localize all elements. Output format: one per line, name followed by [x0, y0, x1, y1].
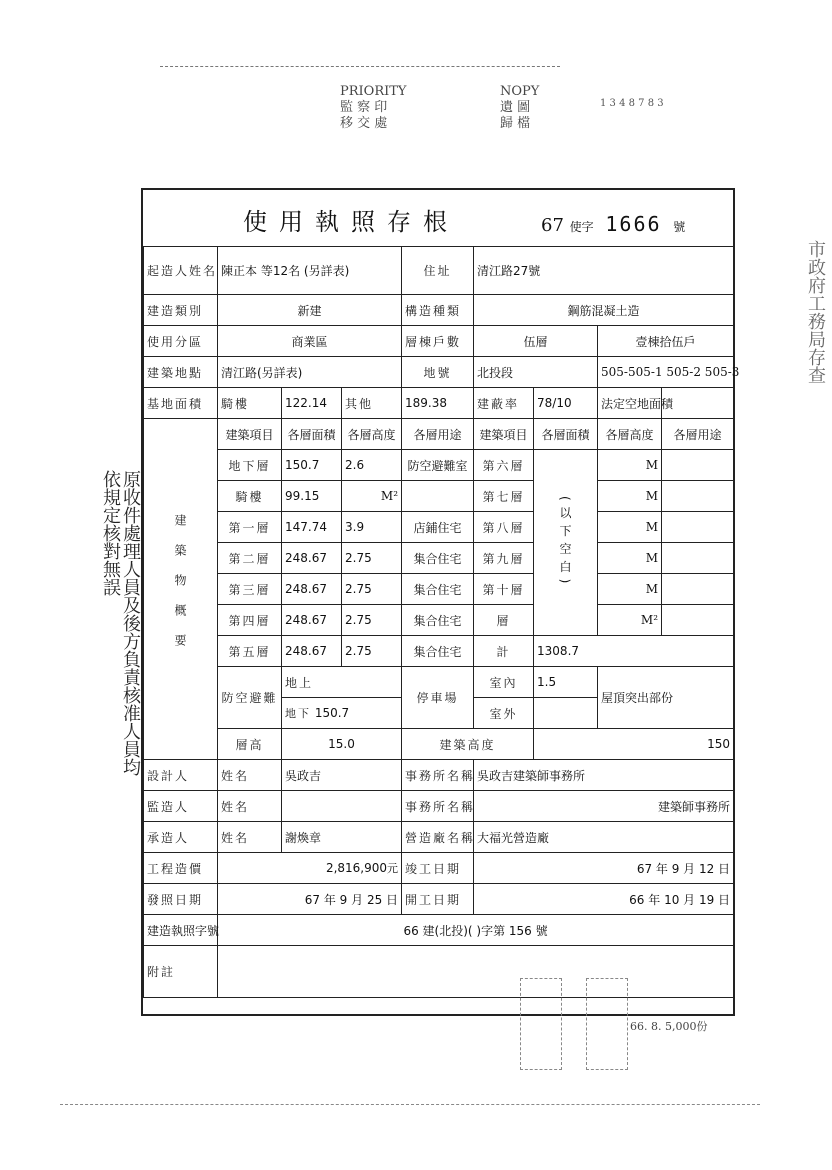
height-label: 層高 [218, 729, 282, 760]
address-label: 住址 [402, 247, 474, 295]
remark-label: 附註 [144, 946, 218, 998]
col-item-2: 建築項目 [474, 419, 534, 450]
empty-cell [662, 605, 734, 636]
floor-name: 第五層 [218, 636, 282, 667]
blank-stamp: (以下空白) [534, 450, 598, 636]
scan-smudge [520, 978, 562, 1070]
below-label: 地下 [285, 707, 311, 720]
supervisor-value [282, 791, 402, 822]
legal-open-label: 法定空地面積 [598, 388, 662, 419]
issue-label: 發照日期 [144, 884, 218, 915]
col-use-2: 各層用途 [662, 419, 734, 450]
unit-m2: M² [598, 605, 662, 636]
area-arcade-value: 122.14 [282, 388, 342, 419]
permit-prefix: 67 [541, 215, 564, 236]
supervisor-label: 監造人 [144, 791, 218, 822]
empty-cell [662, 481, 734, 512]
floor-row [144, 450, 734, 481]
stamp-middle: NOPY 遺 圖 歸 檔 [500, 84, 540, 131]
designer-label: 設計人 [144, 760, 218, 791]
col-height: 各層高度 [342, 419, 402, 450]
supervisor-name-label: 姓名 [218, 791, 282, 822]
floor-use: 店鋪住宅 [402, 512, 474, 543]
floor-name-2: 第十層 [474, 574, 534, 605]
permit-mid: 使字 [569, 220, 594, 234]
floor-name-2: 第八層 [474, 512, 534, 543]
area-arcade-label: 騎樓 [218, 388, 282, 419]
floor-row [144, 512, 734, 543]
empty-cell [662, 512, 734, 543]
scan-line-top [160, 66, 560, 67]
contractor-value: 謝煥章 [282, 822, 402, 853]
floor-row [144, 481, 734, 512]
shelter-label: 防空避難 [218, 667, 282, 729]
floor-name-2: 第七層 [474, 481, 534, 512]
cost-number: 2,816,900 [325, 861, 388, 875]
build-type-label: 建造類別 [144, 295, 218, 326]
floor-name: 第二層 [218, 543, 282, 574]
unit-m: M [598, 543, 662, 574]
floor-height: 2.75 [342, 574, 402, 605]
site-address-value: 清江路(另詳表) [218, 357, 402, 388]
unit-m: M [598, 481, 662, 512]
floor-use: 集合住宅 [402, 636, 474, 667]
floor-name-2: 第九層 [474, 543, 534, 574]
contractor-label: 承造人 [144, 822, 218, 853]
roof-note: 屋頂突出部份 [598, 667, 734, 729]
col-height-2: 各層高度 [598, 419, 662, 450]
area-other-label: 其他 [342, 388, 402, 419]
col-use: 各層用途 [402, 419, 474, 450]
height-value: 15.0 [282, 729, 402, 760]
unit-m: M [598, 574, 662, 605]
floor-row [144, 574, 734, 605]
vertical-note: 原收件處理人員及後方負責核准人員均依規定核對無誤 [100, 470, 141, 776]
print-footer: 66. 8. 5,000份 [630, 1020, 708, 1033]
structure-label: 構造種類 [402, 295, 474, 326]
floor-area: 150.7 [282, 450, 342, 481]
unit-m: M [598, 450, 662, 481]
lot-label: 地號 [402, 357, 474, 388]
col-item: 建築項目 [218, 419, 282, 450]
start-label: 開工日期 [402, 884, 474, 915]
floor-use: 集合住宅 [402, 543, 474, 574]
floor-height: 2.6 [342, 450, 402, 481]
floor-height: 2.75 [342, 605, 402, 636]
floor-area: 147.74 [282, 512, 342, 543]
floor-area: 99.15 [282, 481, 342, 512]
floor-name: 第三層 [218, 574, 282, 605]
floor-use: 集合住宅 [402, 605, 474, 636]
unit-m2: M² [342, 481, 402, 512]
floor-height: 3.9 [342, 512, 402, 543]
floor-height: 2.75 [342, 636, 402, 667]
owner-value: 陳正本 等12名 (另詳表) [218, 247, 402, 295]
outdoor-label: 室外 [474, 698, 534, 729]
bp-value: 66 建(北投)( )字第 156 號 [218, 915, 734, 946]
floor-use: 防空避難室 [402, 450, 474, 481]
title-row [143, 190, 733, 247]
floor-area: 248.67 [282, 574, 342, 605]
issue-value: 67 年 9 月 25 日 [218, 884, 402, 915]
designer-name-label: 姓名 [218, 760, 282, 791]
indoor-label: 室內 [474, 667, 534, 698]
form-title: 使用執照存根 [243, 208, 459, 236]
outdoor-value [534, 698, 598, 729]
area-other-value: 189.38 [402, 388, 474, 419]
floor-name: 地下層 [218, 450, 282, 481]
zone-value: 商業區 [218, 326, 402, 357]
floor-use: 集合住宅 [402, 574, 474, 605]
contractor-name-label: 姓名 [218, 822, 282, 853]
supervisor-office-label: 事務所名稱 [402, 791, 474, 822]
designer-office: 吳政吉建築師事務所 [474, 760, 734, 791]
empty-cell [662, 450, 734, 481]
firm-value: 大福光營造廠 [474, 822, 734, 853]
empty-cell [662, 574, 734, 605]
permit-stub-form [141, 188, 740, 1016]
side-text: 市政府工務局存查 [805, 240, 826, 384]
coverage-label: 建蔽率 [474, 388, 534, 419]
lot-note: 505-505-1 505-2 505-3 [598, 357, 734, 388]
floor-height: 2.75 [342, 543, 402, 574]
floor-name-2: 層 [474, 605, 534, 636]
area-label: 基地面積 [144, 388, 218, 419]
floor-area: 248.67 [282, 543, 342, 574]
parking-label: 停車場 [402, 667, 474, 729]
floor-row [144, 636, 734, 667]
cost-value [218, 853, 402, 884]
floor-row [144, 543, 734, 574]
cost-unit: 元 [387, 862, 399, 875]
below-number: 150.7 [314, 706, 350, 720]
units-value: 壹棟拾伍戶 [598, 326, 734, 357]
structure-value: 鋼筋混凝土造 [474, 295, 734, 326]
floor-name: 第一層 [218, 512, 282, 543]
site-address-label: 建築地點 [144, 357, 218, 388]
lot-value: 北投段 [474, 357, 598, 388]
floor-name-2: 第六層 [474, 450, 534, 481]
empty-cell [402, 481, 474, 512]
firm-label: 營造廠名稱 [402, 822, 474, 853]
complete-label: 竣工日期 [402, 853, 474, 884]
floor-name-2: 計 [474, 636, 534, 667]
total-area: 1308.7 [534, 636, 734, 667]
permit-suffix: 號 [673, 220, 686, 234]
floor-name: 第四層 [218, 605, 282, 636]
building-label: 建築物概要 [144, 419, 218, 760]
col-area-2: 各層面積 [534, 419, 598, 450]
stamp-serial: 1 3 4 8 7 8 3 [600, 98, 664, 109]
remark-value [218, 946, 734, 998]
designer-value: 吳政吉 [282, 760, 402, 791]
start-value: 66 年 10 月 19 日 [474, 884, 734, 915]
floor-row [144, 605, 734, 636]
below-value [282, 698, 402, 729]
zone-label: 使用分區 [144, 326, 218, 357]
floor-name: 騎樓 [218, 481, 282, 512]
supervisor-office: 建築師事務所 [474, 791, 734, 822]
scan-smudge [586, 978, 628, 1070]
stamp-left: PRIORITY 監 察 印 移 交 處 [340, 84, 407, 131]
above-label: 地上 [282, 667, 402, 698]
indoor-value: 1.5 [534, 667, 598, 698]
coverage-value: 78/10 [534, 388, 598, 419]
bldg-height-label: 建築高度 [402, 729, 534, 760]
empty-cell [662, 543, 734, 574]
permit-no: 1666 [605, 212, 662, 236]
scan-line-bottom [60, 1104, 760, 1105]
roof-value: 150 [534, 729, 734, 760]
owner-label: 起造人姓名 [144, 247, 218, 295]
floors-label: 層棟戶數 [402, 326, 474, 357]
bp-label: 建造執照字號 [144, 915, 218, 946]
floors-value: 伍層 [474, 326, 598, 357]
build-type-value: 新建 [218, 295, 402, 326]
permit-number [541, 212, 685, 236]
col-area: 各層面積 [282, 419, 342, 450]
address-value: 清江路27號 [474, 247, 734, 295]
designer-office-label: 事務所名稱 [402, 760, 474, 791]
floor-area: 248.67 [282, 636, 342, 667]
unit-m: M [598, 512, 662, 543]
complete-value: 67 年 9 月 12 日 [474, 853, 734, 884]
permit-table [143, 246, 740, 998]
cost-label: 工程造價 [144, 853, 218, 884]
floor-area: 248.67 [282, 605, 342, 636]
